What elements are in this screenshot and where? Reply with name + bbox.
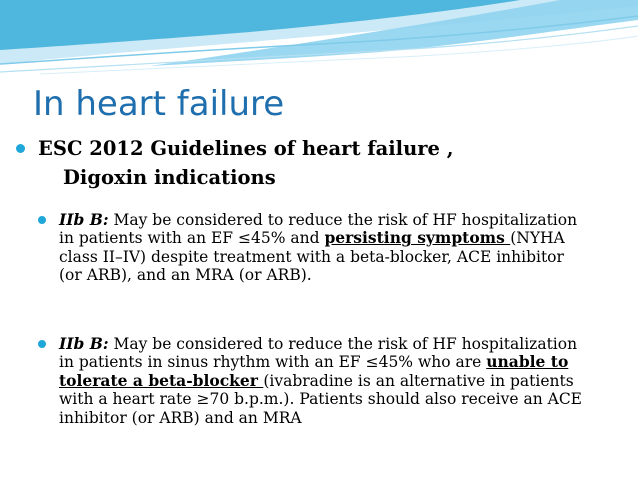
header-wave-decoration (0, 0, 638, 90)
bullet-icon (16, 144, 25, 153)
item-2-line-1: IIb B: May be considered to reduce the risk of HF hospitalization (59, 334, 578, 353)
indication-item-2 (59, 335, 619, 427)
item-1-line-2: in patients with an EF ≤45% and persisting symptoms (NYHA (59, 228, 565, 248)
bullet-icon (38, 216, 46, 224)
indication-item-1 (59, 211, 619, 285)
item-2-line-5: inhibitor (or ARB) and an MRA (59, 408, 302, 427)
recommendation-class-label: IIb B: (59, 210, 109, 229)
heading-line-1: ESC 2012 Guidelines of heart failure , (38, 137, 454, 160)
heading-line-2: Digoxin indications (63, 166, 276, 189)
item-2-line-2: in patients in sinus rhythm with an EF ≤45% who are unable to (59, 352, 569, 372)
item-1-line-3: class II–IV) despite treatment with a beta-blocker, ACE inhibitor (59, 247, 564, 266)
recommendation-class-label: IIb B: (59, 334, 109, 353)
guideline-heading (38, 134, 618, 192)
slide-title: In heart failure (33, 84, 285, 124)
bullet-icon (38, 340, 46, 348)
item-2-line-3: tolerate a beta-blocker (ivabradine is an alternative in patients (59, 370, 574, 390)
emphasis-unable-to: unable to (486, 352, 569, 372)
item-2-line-4: with a heart rate ≥70 b.p.m.). Patients should also receive an ACE (59, 390, 582, 409)
item-1-line-1: IIb B: May be considered to reduce the risk of HF hospitalization (59, 210, 578, 229)
emphasis-persisting-symptoms: persisting symptoms (324, 228, 511, 248)
emphasis-tolerate-beta-blocker: tolerate a beta-blocker (59, 370, 264, 390)
item-1-line-4: (or ARB), and an MRA (or ARB). (59, 266, 312, 285)
